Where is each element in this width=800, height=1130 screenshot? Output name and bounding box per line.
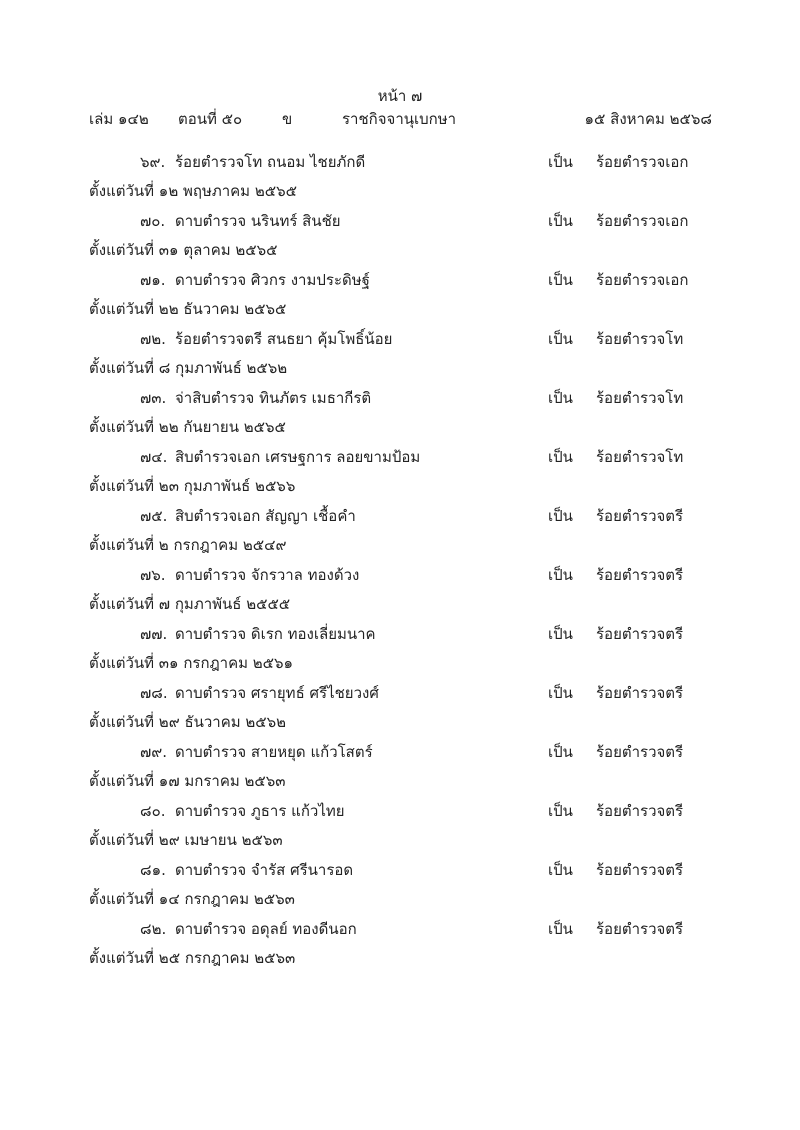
current-rank-and-name: ดาบตำรวจ สายหยุด แก้วโสตร์	[175, 743, 373, 761]
current-rank-and-name: ดาบตำรวจ อดุลย์ ทองดีนอก	[175, 920, 357, 938]
current-rank-and-name: ร้อยตำรวจตรี สนธยา คุ้มโพธิ์น้อย	[175, 330, 393, 348]
entry-number: ๗๗.	[140, 625, 168, 643]
promotion-entry	[0, 677, 800, 736]
section-label: ข	[282, 110, 293, 128]
effective-date: ตั้งแต่วันที่ ๗ กุมภาพันธ์ ๒๕๕๕	[89, 595, 291, 613]
new-rank: ร้อยตำรวจโท	[596, 448, 684, 466]
promotion-entry	[0, 854, 800, 913]
effective-date: ตั้งแต่วันที่ ๑๗ มกราคม ๒๕๖๓	[89, 772, 286, 790]
entry-number: ๗๒.	[140, 330, 166, 348]
new-rank: ร้อยตำรวจโท	[596, 389, 684, 407]
current-rank-and-name: ดาบตำรวจ ภูธาร แก้วไทย	[175, 802, 345, 820]
effective-date: ตั้งแต่วันที่ ๒๙ เมษายน ๒๕๖๓	[89, 831, 283, 849]
effective-date: ตั้งแต่วันที่ ๒ กรกฎาคม ๒๕๔๙	[89, 536, 287, 554]
to-be-word: เป็น	[548, 507, 573, 525]
current-rank-and-name: สิบตำรวจเอก เศรษฐการ ลอยขามป้อม	[175, 448, 421, 466]
effective-date: ตั้งแต่วันที่ ๑๒ พฤษภาคม ๒๕๖๕	[89, 182, 297, 200]
entry-number: ๘๑.	[140, 861, 166, 879]
gazette-title: ราชกิจจานุเบกษา	[342, 110, 457, 128]
to-be-word: เป็น	[548, 153, 573, 171]
promotion-entry	[0, 382, 800, 441]
new-rank: ร้อยตำรวจเอก	[596, 271, 689, 289]
current-rank-and-name: ดาบตำรวจ ดิเรก ทองเลี่ยมนาค	[175, 625, 376, 643]
promotion-entry	[0, 146, 800, 205]
promotion-entry	[0, 500, 800, 559]
new-rank: ร้อยตำรวจเอก	[596, 212, 689, 230]
promotion-entry	[0, 913, 800, 972]
promotion-list	[0, 146, 800, 972]
entry-number: ๗๘.	[140, 684, 168, 702]
volume-label: เล่ม ๑๔๒	[89, 110, 149, 128]
to-be-word: เป็น	[548, 389, 573, 407]
current-rank-and-name: ดาบตำรวจ จำรัส ศรีนารอด	[175, 861, 354, 879]
promotion-entry	[0, 205, 800, 264]
entry-number: ๗๖.	[140, 566, 166, 584]
entry-number: ๘๐.	[140, 802, 166, 820]
to-be-word: เป็น	[548, 212, 573, 230]
to-be-word: เป็น	[548, 743, 573, 761]
effective-date: ตั้งแต่วันที่ ๒๕ กรกฎาคม ๒๕๖๓	[89, 949, 296, 967]
current-rank-and-name: สิบตำรวจเอก สัญญา เชื้อคำ	[175, 507, 356, 525]
entry-number: ๗๓.	[140, 389, 167, 407]
new-rank: ร้อยตำรวจโท	[596, 330, 684, 348]
effective-date: ตั้งแต่วันที่ ๘ กุมภาพันธ์ ๒๕๖๒	[89, 359, 288, 377]
effective-date: ตั้งแต่วันที่ ๒๓ กุมภาพันธ์ ๒๕๖๖	[89, 477, 296, 495]
promotion-entry	[0, 441, 800, 500]
gazette-header	[0, 108, 800, 130]
entry-number: ๗๑.	[140, 271, 166, 289]
entry-number: ๖๙.	[140, 153, 166, 171]
to-be-word: เป็น	[548, 684, 573, 702]
effective-date: ตั้งแต่วันที่ ๒๙ ธันวาคม ๒๕๖๒	[89, 713, 287, 731]
page-number: หน้า ๗	[377, 87, 423, 105]
effective-date: ตั้งแต่วันที่ ๒๒ กันยายน ๒๕๖๕	[89, 418, 286, 436]
promotion-entry	[0, 736, 800, 795]
current-rank-and-name: ดาบตำรวจ ศรายุทธ์ ศรีไชยวงศ์	[175, 684, 379, 702]
promotion-entry	[0, 559, 800, 618]
new-rank: ร้อยตำรวจเอก	[596, 153, 689, 171]
effective-date: ตั้งแต่วันที่ ๒๒ ธันวาคม ๒๕๖๕	[89, 300, 287, 318]
publication-date: ๑๕ สิงหาคม ๒๕๖๘	[584, 110, 712, 128]
entry-number: ๗๔.	[140, 448, 168, 466]
to-be-word: เป็น	[548, 861, 573, 879]
effective-date: ตั้งแต่วันที่ ๓๑ ตุลาคม ๒๕๖๕	[89, 241, 278, 259]
issue-label: ตอนที่ ๕๐	[178, 110, 243, 128]
entry-number: ๗๐.	[140, 212, 166, 230]
effective-date: ตั้งแต่วันที่ ๑๔ กรกฎาคม ๒๕๖๓	[89, 890, 295, 908]
to-be-word: เป็น	[548, 448, 573, 466]
new-rank: ร้อยตำรวจตรี	[596, 920, 684, 938]
to-be-word: เป็น	[548, 802, 573, 820]
new-rank: ร้อยตำรวจตรี	[596, 802, 684, 820]
new-rank: ร้อยตำรวจตรี	[596, 566, 684, 584]
to-be-word: เป็น	[548, 920, 573, 938]
entry-number: ๘๒.	[140, 920, 167, 938]
new-rank: ร้อยตำรวจตรี	[596, 743, 684, 761]
to-be-word: เป็น	[548, 271, 573, 289]
promotion-entry	[0, 618, 800, 677]
current-rank-and-name: ดาบตำรวจ นรินทร์ สินชัย	[175, 212, 341, 230]
to-be-word: เป็น	[548, 330, 573, 348]
entry-number: ๗๕.	[140, 507, 168, 525]
new-rank: ร้อยตำรวจตรี	[596, 507, 684, 525]
effective-date: ตั้งแต่วันที่ ๓๑ กรกฎาคม ๒๕๖๑	[89, 654, 294, 672]
current-rank-and-name: จ่าสิบตำรวจ ทินภัตร เมธากีรติ	[175, 389, 372, 407]
new-rank: ร้อยตำรวจตรี	[596, 684, 684, 702]
current-rank-and-name: ดาบตำรวจ จักรวาล ทองด้วง	[175, 566, 360, 584]
to-be-word: เป็น	[548, 566, 573, 584]
current-rank-and-name: ดาบตำรวจ ศิวกร งามประดิษฐ์	[175, 271, 370, 289]
current-rank-and-name: ร้อยตำรวจโท ถนอม ไชยภักดี	[175, 153, 366, 171]
new-rank: ร้อยตำรวจตรี	[596, 861, 684, 879]
entry-number: ๗๙.	[140, 743, 168, 761]
new-rank: ร้อยตำรวจตรี	[596, 625, 684, 643]
promotion-entry	[0, 264, 800, 323]
promotion-entry	[0, 795, 800, 854]
to-be-word: เป็น	[548, 625, 573, 643]
promotion-entry	[0, 323, 800, 382]
